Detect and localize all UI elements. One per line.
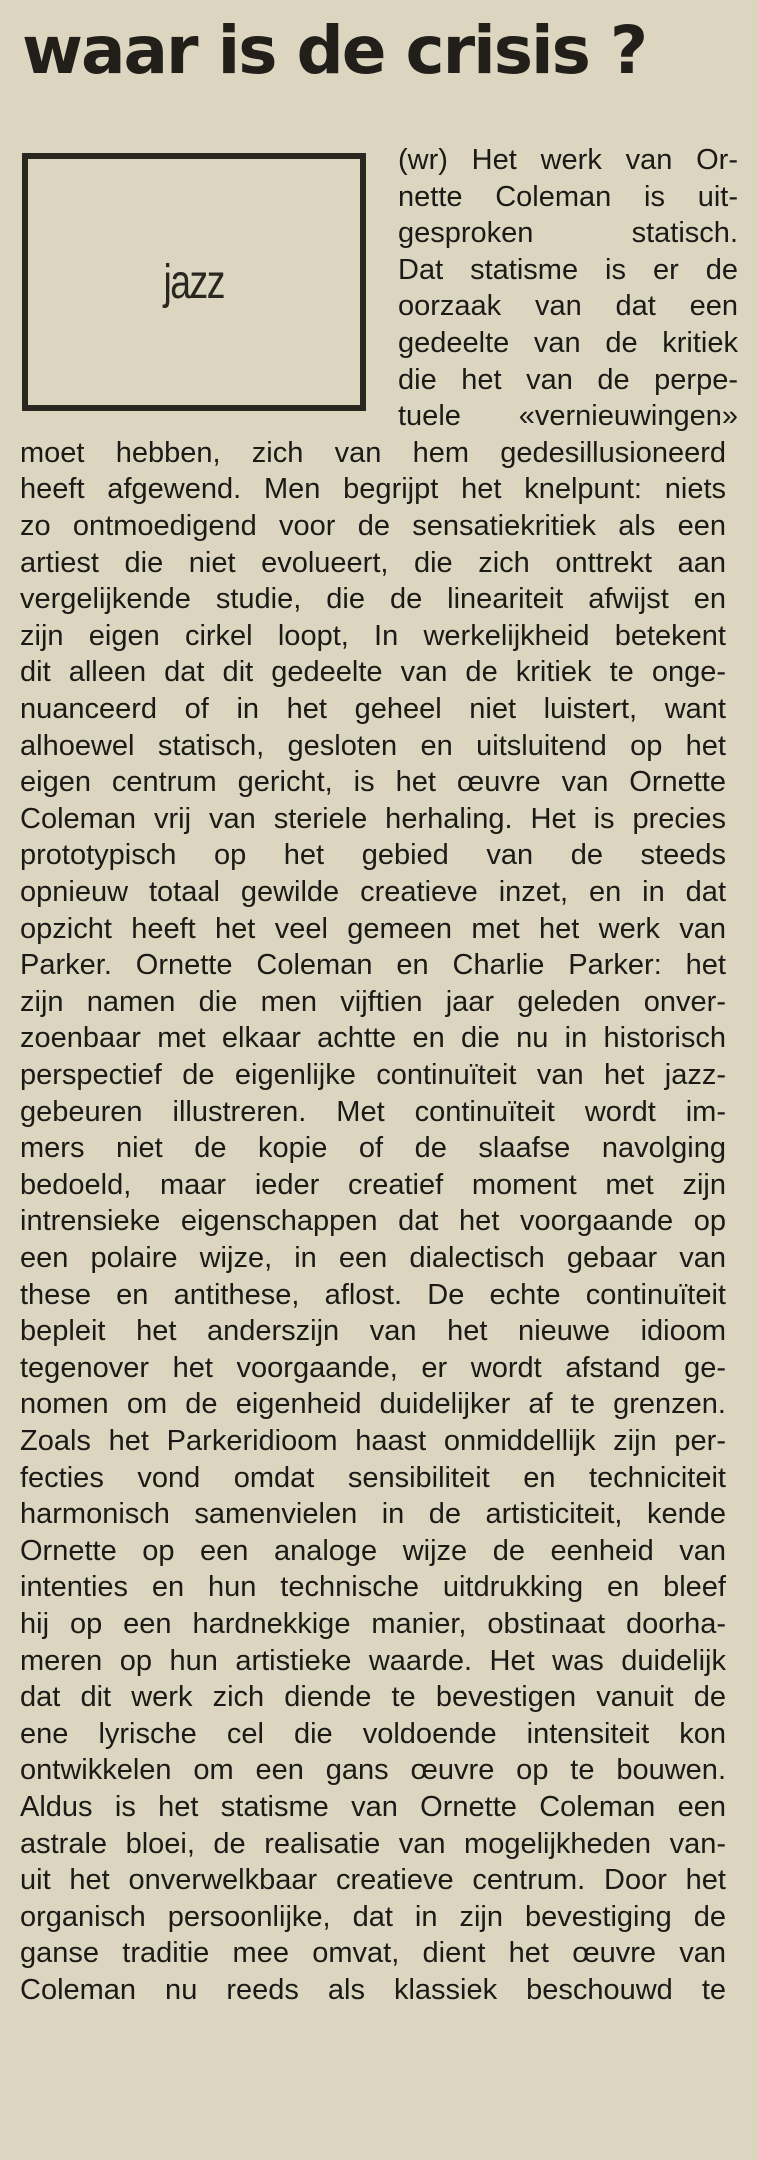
- body-line: intenties en hun technische uitdrukking en bleef: [20, 1571, 726, 1604]
- intro-line: tuele «vernieuwingen»: [398, 400, 738, 433]
- body-line: astrale bloei, de realisatie van mogelijkheden van-: [20, 1827, 726, 1860]
- body-line: dit alleen dat dit gedeelte van de kritiek te onge-: [20, 656, 726, 689]
- body-line: opnieuw totaal gewilde creatieve inzet, en in dat: [20, 876, 726, 908]
- body-line: these en antithese, aflost. De echte continuïteit: [20, 1278, 726, 1311]
- intro-line: gedeelte van de kritiek: [398, 327, 738, 359]
- body-line: nomen om de eigenheid duidelijker af te grenzen.: [20, 1388, 726, 1421]
- section-label: jazz: [163, 255, 225, 309]
- intro-line: die het van de perpe-: [398, 363, 738, 396]
- body-line: tegenover het voorgaande, er wordt afstand ge-: [20, 1351, 726, 1384]
- body-line: intrensieke eigenschappen dat het voorgaande op: [20, 1205, 726, 1238]
- body-line: nuanceerd of in het geheel niet luistert, want: [20, 693, 726, 725]
- body-line: mers niet de kopie of de slaafse navolging: [20, 1132, 726, 1165]
- body-line: hij op een hardnekkige manier, obstinaat doorha-: [20, 1608, 726, 1640]
- body-line: eigen centrum gericht, is het œuvre van Ornette: [20, 766, 726, 799]
- body-line: ontwikkelen om een gans œuvre op te bouwen.: [20, 1754, 726, 1787]
- body-line: harmonisch samenvielen in de artisticiteit, kende: [20, 1498, 726, 1531]
- body-line: gebeuren illustreren. Met continuïteit wordt im-: [20, 1095, 726, 1128]
- section-box: [22, 153, 366, 411]
- body-line: moet hebben, zich van hem gedesillusioneerd: [20, 436, 726, 469]
- intro-line: oorzaak van dat een: [398, 290, 738, 323]
- body-line: zo ontmoedigend voor de sensatiekritiek als een: [20, 510, 726, 542]
- body-line: artiest die niet evolueert, die zich onttrekt aan: [20, 546, 726, 579]
- intro-line: (wr) Het werk van Or-: [398, 144, 738, 176]
- body-line: Coleman vrij van steriele herhaling. Het is precies: [20, 802, 726, 835]
- body-line: uit het onverwelkbaar creatieve centrum. Door het: [20, 1864, 726, 1897]
- body-line: ganse traditie mee omvat, dient het œuvre van: [20, 1937, 726, 1970]
- intro-line: Dat statisme is er de: [398, 253, 738, 286]
- body-line: Zoals het Parkeridioom haast onmiddellijk zijn per-: [20, 1425, 726, 1457]
- body-line: opzicht heeft het veel gemeen met het werk van: [20, 912, 726, 945]
- body-line: perspectief de eigenlijke continuïteit van het jazz-: [20, 1059, 726, 1091]
- body-line: prototypisch op het gebied van de steeds: [20, 839, 726, 872]
- body-line: ene lyrische cel die voldoende intensiteit kon: [20, 1717, 726, 1750]
- body-line: fecties vond omdat sensibiliteit en techniciteit: [20, 1461, 726, 1494]
- body-line: zijn namen die men vijftien jaar geleden onver-: [20, 985, 726, 1018]
- body-line: bepleit het anderszijn van het nieuwe idioom: [20, 1315, 726, 1348]
- body-line: organisch persoonlijke, dat in zijn bevestiging de: [20, 1900, 726, 1933]
- body-line: Coleman nu reeds als klassiek beschouwd te: [20, 1974, 726, 2006]
- body-line: bedoeld, maar ieder creatief moment met zijn: [20, 1168, 726, 1201]
- headline: waar is de crisis ?: [22, 12, 647, 89]
- body-line: vergelijkende studie, die de lineariteit afwijst en: [20, 583, 726, 616]
- body-line: Ornette op een analoge wijze de eenheid van: [20, 1534, 726, 1567]
- body-line: Parker. Ornette Coleman en Charlie Parker: het: [20, 949, 726, 982]
- body-line: heeft afgewend. Men begrijpt het knelpunt: niets: [20, 473, 726, 506]
- intro-line: nette Coleman is uit-: [398, 180, 738, 213]
- body-line: Aldus is het statisme van Ornette Coleman een: [20, 1791, 726, 1823]
- intro-line: gesproken statisch.: [398, 217, 738, 250]
- body-line: een polaire wijze, in een dialectisch gebaar van: [20, 1242, 726, 1274]
- body-line: alhoewel statisch, gesloten en uitsluitend op het: [20, 729, 726, 762]
- body-line: zoenbaar met elkaar achtte en die nu in historisch: [20, 1022, 726, 1055]
- body-line: zijn eigen cirkel loopt, In werkelijkheid betekent: [20, 619, 726, 652]
- body-line: meren op hun artistieke waarde. Het was duidelijk: [20, 1644, 726, 1677]
- body-line: dat dit werk zich diende te bevestigen vanuit de: [20, 1681, 726, 1714]
